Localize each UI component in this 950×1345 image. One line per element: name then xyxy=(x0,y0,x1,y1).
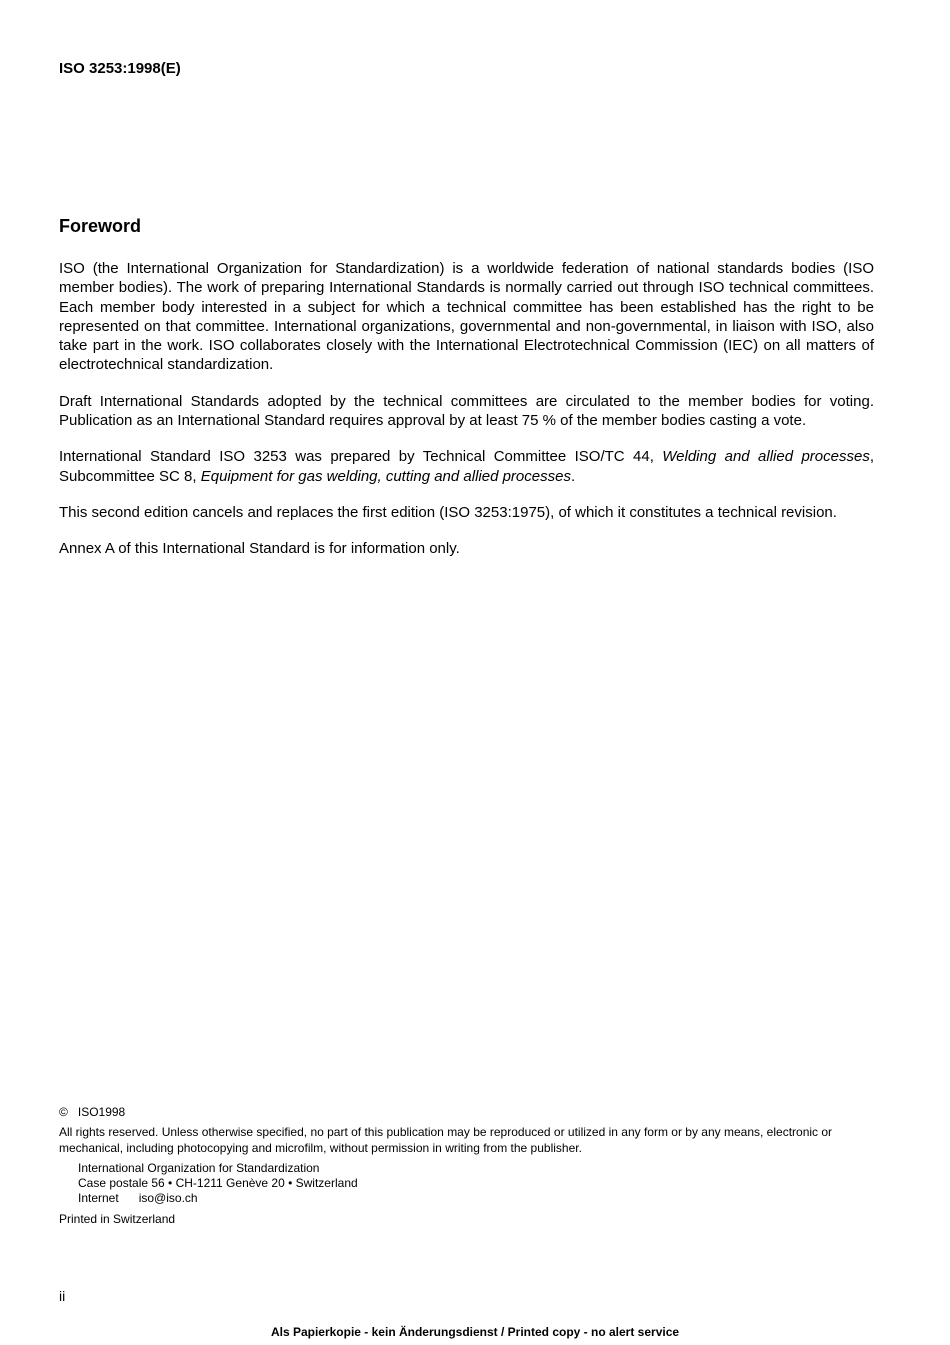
text: , Subcommittee SC 8, xyxy=(59,448,874,485)
foreword-title: Foreword xyxy=(59,216,142,236)
postal-address: Case postale 56 • CH-1211 Genève 20 • Switzerland xyxy=(78,1176,358,1191)
copyright-symbol: © xyxy=(59,1105,68,1119)
text: . xyxy=(570,467,576,485)
paragraph: Draft International Standards adopted by the technical committees are circulated to the member bodies for voting. Publication as an International Standard requires approval by at least 75 % of the member bodies casting a vote. xyxy=(59,392,874,430)
sc-title: Equipment for gas welding, cutting and allied processes xyxy=(200,467,571,485)
copyright-footer xyxy=(59,1105,874,1232)
address-block xyxy=(59,1161,874,1207)
printed-in: Printed in Switzerland xyxy=(59,1211,176,1226)
page-number: ii xyxy=(59,1288,66,1304)
document-id: ISO 3253:1998(E) xyxy=(59,60,181,77)
text: International Standard ISO 3253 was prepared by Technical Committee ISO/TC 44, xyxy=(59,448,663,466)
paragraph xyxy=(59,447,874,486)
tc-title: Welding and allied processes xyxy=(662,448,870,466)
foreword-body xyxy=(59,259,874,576)
paragraph: Annex A of this International Standard is for information only. xyxy=(59,540,460,558)
internet-label: Internet xyxy=(78,1191,119,1206)
email: iso@iso.ch xyxy=(138,1191,198,1206)
rights-text: All rights reserved. Unless otherwise specified, no part of this publication may be reproduced or utilized in any form or by any means, electronic or mechanical, including photocopying and microfilm, without permission in writing from the publisher. xyxy=(59,1125,833,1155)
paragraph: ISO (the International Organization for Standardization) is a worldwide federation of national standards bodies (ISO member bodies). The work of preparing International Standards is normally carried out through ISO technical committees. Each member body interested in a subject for which a technical committee has been established has the right to be represented on that committee. International organizations, governmental and non-governmental, in liaison with ISO, also take part in the work. ISO collaborates closely with the International Electrotechnical Commission (IEC) on all matters of electrotechnical standardization. xyxy=(59,260,874,374)
print-notice: Als Papierkopie - kein Änderungsdienst / Printed copy - no alert service xyxy=(270,1325,680,1339)
org-name: International Organization for Standardization xyxy=(78,1160,320,1175)
copyright-text: ISO1998 xyxy=(77,1105,126,1119)
paragraph: This second edition cancels and replaces the first edition (ISO 3253:1975), of which it constitutes a technical revision. xyxy=(59,503,837,521)
copyright-line xyxy=(59,1105,874,1120)
